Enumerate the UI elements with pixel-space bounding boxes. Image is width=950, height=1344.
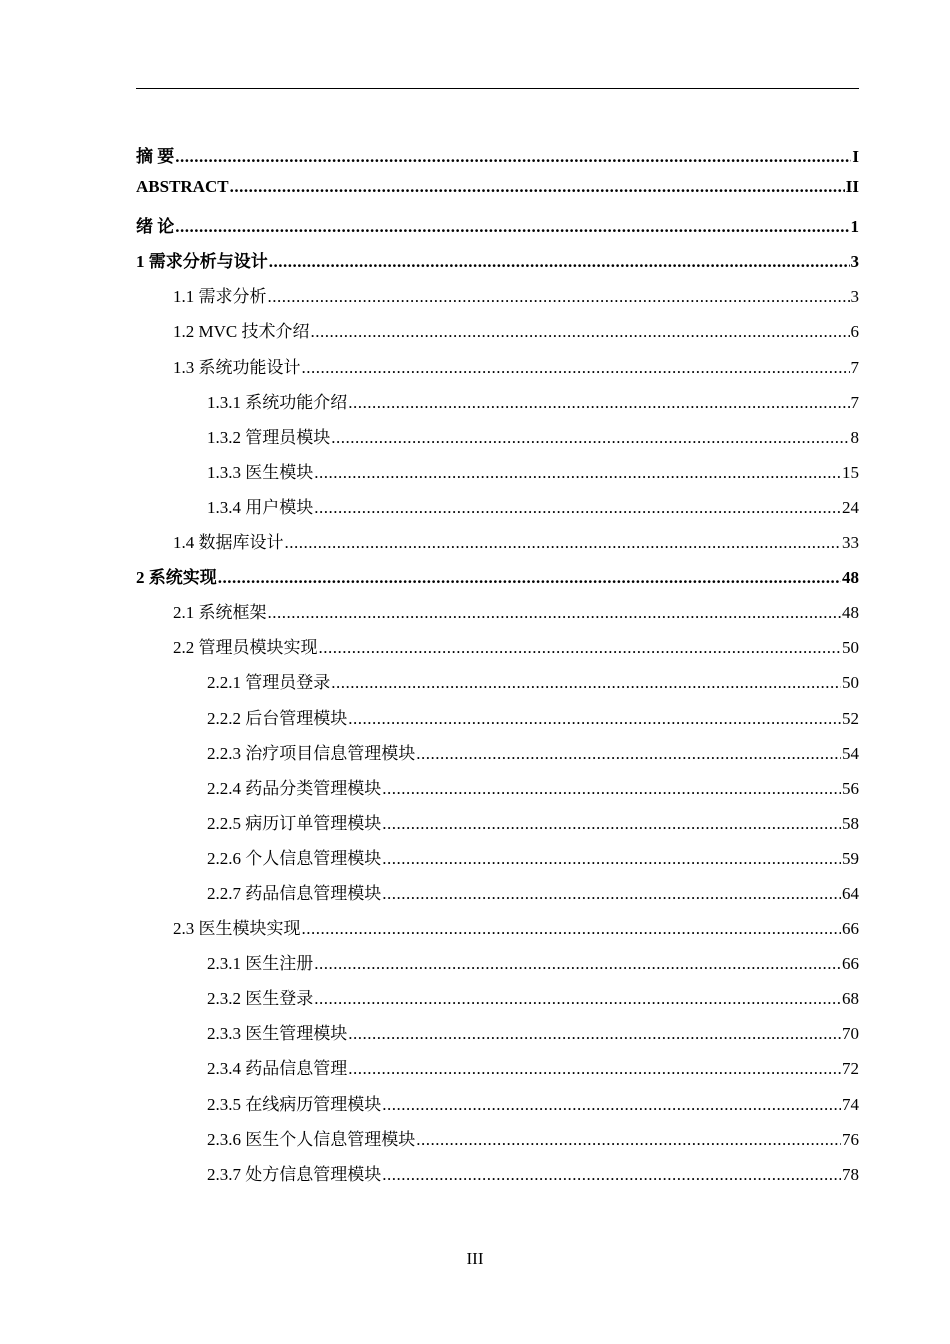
- toc-entry-page: 59: [842, 848, 859, 868]
- toc-entry[interactable]: [136, 1019, 859, 1054]
- toc-entry-page: 24: [842, 497, 859, 517]
- toc-dot-leader: [175, 147, 851, 167]
- toc-entry-page: 66: [842, 954, 859, 974]
- toc-dot-leader: [416, 1130, 841, 1150]
- toc-entry[interactable]: [136, 809, 859, 844]
- page-number: III: [466, 1249, 484, 1268]
- toc-entry-label: 2.2.4 药品分类管理模块: [207, 778, 382, 798]
- toc-entry-label: 2.2.6 个人信息管理模块: [207, 848, 382, 868]
- toc-dot-leader: [348, 1059, 841, 1079]
- toc-entry[interactable]: [136, 493, 859, 528]
- toc-dot-leader: [382, 884, 841, 904]
- toc-entry[interactable]: [136, 739, 859, 774]
- toc-entry[interactable]: [136, 212, 859, 247]
- toc-entry-label: 1.3.4 用户模块: [207, 497, 314, 517]
- toc-entry-label: 2.2.1 管理员登录: [207, 673, 331, 693]
- toc-entry-page: 7: [850, 392, 859, 412]
- toc-dot-leader: [382, 849, 841, 869]
- toc-entry-label: 绪 论: [136, 217, 175, 237]
- toc-dot-leader: [331, 428, 849, 448]
- toc-dot-leader: [348, 1024, 841, 1044]
- toc-dot-leader: [285, 533, 842, 553]
- toc-entry[interactable]: [136, 528, 859, 563]
- toc-entry[interactable]: [136, 1125, 859, 1160]
- toc-entry-label: 2.3.3 医生管理模块: [207, 1024, 348, 1044]
- toc-dot-leader: [218, 568, 841, 588]
- toc-dot-leader: [269, 252, 850, 272]
- toc-dot-leader: [382, 1165, 841, 1185]
- header-rule: [136, 88, 859, 89]
- toc-entry-label: 1.3 系统功能设计: [173, 357, 301, 377]
- toc-entry-label: 1.4 数据库设计: [173, 533, 284, 553]
- toc-dot-leader: [382, 1095, 841, 1115]
- toc-entry[interactable]: [136, 844, 859, 879]
- toc-dot-leader: [314, 463, 841, 483]
- toc-entry-page: 72: [842, 1059, 859, 1079]
- toc-entry-page: 64: [842, 883, 859, 903]
- toc-entry-label: 2.2 管理员模块实现: [173, 638, 318, 658]
- toc-dot-leader: [302, 358, 850, 378]
- toc-dot-leader: [175, 217, 849, 237]
- toc-entry-label: 2.2.3 治疗项目信息管理模块: [207, 743, 416, 763]
- toc-dot-leader: [314, 989, 841, 1009]
- toc-entry[interactable]: [136, 914, 859, 949]
- toc-entry[interactable]: [136, 984, 859, 1019]
- toc-entry-label: 1.3.1 系统功能介绍: [207, 392, 348, 412]
- toc-entry[interactable]: [136, 949, 859, 984]
- toc-entry[interactable]: [136, 563, 859, 598]
- toc-entry-label: 2.2.5 病历订单管理模块: [207, 813, 382, 833]
- toc-entry-label: 1.3.2 管理员模块: [207, 427, 331, 447]
- toc-entry-page: 78: [842, 1164, 859, 1184]
- toc-entry[interactable]: [136, 142, 859, 177]
- toc-dot-leader: [319, 638, 842, 658]
- toc-dot-leader: [382, 814, 841, 834]
- toc-entry-page: 66: [842, 919, 859, 939]
- toc-entry-page: 68: [842, 989, 859, 1009]
- toc-entry-label: 1.2 MVC 技术介绍: [173, 322, 310, 342]
- toc-entry-label: 1.3.3 医生模块: [207, 462, 314, 482]
- toc-entry-label: 2.3 医生模块实现: [173, 919, 301, 939]
- toc-entry[interactable]: [136, 704, 859, 739]
- toc-entry[interactable]: [136, 598, 859, 633]
- toc-entry-page: 54: [842, 743, 859, 763]
- toc-dot-leader: [230, 177, 845, 197]
- toc-entry[interactable]: [136, 423, 859, 458]
- toc-entry-label: 摘 要: [136, 147, 175, 166]
- toc-dot-leader: [314, 954, 841, 974]
- toc-dot-leader: [302, 919, 842, 939]
- toc-entry-label: 2.1 系统框架: [173, 603, 267, 623]
- toc-entry-page: 52: [842, 708, 859, 728]
- toc-dot-leader: [268, 603, 842, 623]
- toc-entry-label: 2.3.6 医生个人信息管理模块: [207, 1129, 416, 1149]
- toc-dot-leader: [416, 744, 841, 764]
- toc-entry-page: 3: [850, 287, 859, 307]
- toc-entry[interactable]: [136, 633, 859, 668]
- toc-entry[interactable]: [136, 458, 859, 493]
- toc-entry-page: I: [852, 147, 859, 166]
- toc-entry-page: 76: [842, 1129, 859, 1149]
- toc-entry[interactable]: [136, 353, 859, 388]
- toc-dot-leader: [314, 498, 841, 518]
- toc-entry[interactable]: [136, 668, 859, 703]
- toc-entry[interactable]: [136, 317, 859, 352]
- toc-dot-leader: [348, 709, 841, 729]
- toc-entry[interactable]: [136, 247, 859, 282]
- toc-dot-leader: [268, 287, 850, 307]
- toc-entry-label: 2.3.1 医生注册: [207, 954, 314, 974]
- toc-entry[interactable]: [136, 1160, 859, 1195]
- toc-dot-leader: [310, 322, 849, 342]
- toc-entry[interactable]: [136, 282, 859, 317]
- toc-entry-label: 1.1 需求分析: [173, 287, 267, 307]
- toc-entry-label: 2.3.4 药品信息管理: [207, 1059, 348, 1079]
- toc-entry-label: ABSTRACT: [136, 177, 229, 197]
- toc-entry-page: 15: [842, 462, 859, 482]
- toc-entry[interactable]: [136, 879, 859, 914]
- toc-entry-label: 2.2.2 后台管理模块: [207, 708, 348, 728]
- toc-entry-label: 1 需求分析与设计: [136, 252, 268, 272]
- toc-entry-label: 2.3.5 在线病历管理模块: [207, 1094, 382, 1114]
- toc-entry-label: 2 系统实现: [136, 568, 217, 588]
- toc-entry[interactable]: [136, 1090, 859, 1125]
- toc-entry-page: 8: [850, 427, 859, 447]
- toc-dot-leader: [382, 779, 841, 799]
- toc-entry-page: 33: [842, 533, 859, 553]
- toc-entry-page: 48: [842, 603, 859, 623]
- toc-entry-page: 1: [850, 217, 859, 237]
- toc-entry-page: 6: [850, 322, 859, 342]
- toc-entry-label: 2.2.7 药品信息管理模块: [207, 883, 382, 903]
- toc-entry[interactable]: [136, 388, 859, 423]
- toc-entry[interactable]: [136, 1054, 859, 1089]
- toc-entry-page: 74: [842, 1094, 859, 1114]
- toc-entry-page: 70: [842, 1024, 859, 1044]
- toc-dot-leader: [348, 393, 849, 413]
- toc-entry[interactable]: [136, 774, 859, 809]
- toc-entry-page: 50: [842, 638, 859, 658]
- toc-entry-label: 2.3.2 医生登录: [207, 989, 314, 1009]
- toc-entry-page: 58: [842, 813, 859, 833]
- toc-entry-page: 50: [842, 673, 859, 693]
- toc-entry-page: 7: [850, 357, 859, 377]
- toc-entry[interactable]: [136, 177, 859, 212]
- toc-entry-page: 48: [842, 568, 859, 588]
- toc-entry-page: 3: [850, 252, 859, 272]
- toc-entry-page: II: [845, 177, 859, 197]
- toc-dot-leader: [331, 673, 841, 693]
- toc-entry-page: 56: [842, 778, 859, 798]
- toc-entry-label: 2.3.7 处方信息管理模块: [207, 1164, 382, 1184]
- table-of-contents: [136, 142, 859, 1195]
